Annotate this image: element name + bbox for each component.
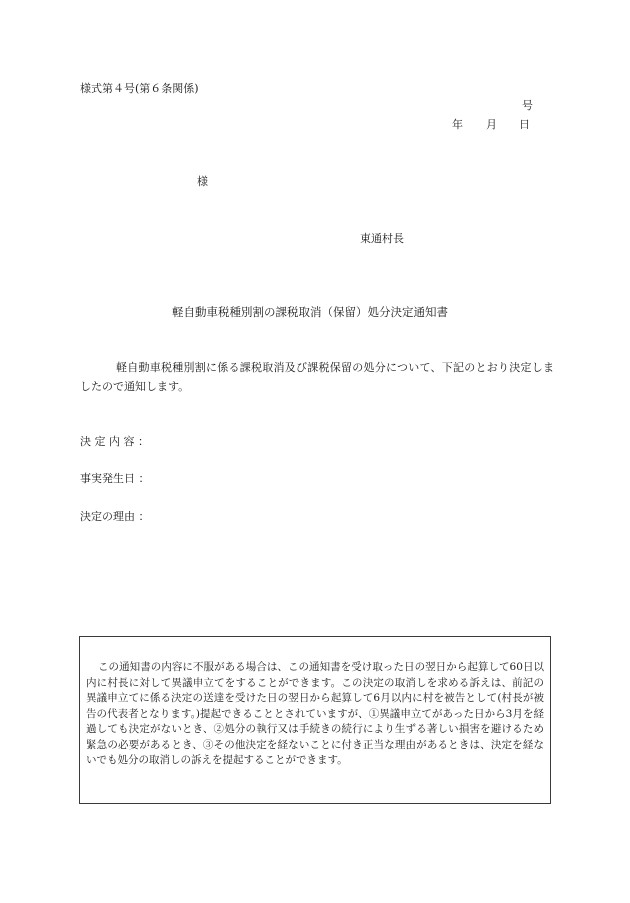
sender-name: 東通村長 — [360, 232, 404, 245]
date-day-label: 日 — [519, 118, 530, 131]
decision-reason-label: 決定の理由 ： — [80, 510, 150, 523]
appeal-notice-text: この通知書の内容に不服がある場合は、この通知書を受け取った日の翌日から起算して60日以内に村長に対して異議申立てをすることができます。この決定の取消しを求める訴えは、前記の異議申立てに係る決定の送達を受けた日の翌日から起算して6月以内に村を被告として(村長が被告の代表者となります。)提起できることとされていますが、①異議申立てがあった日から3月を経過しても決定がないとき、②処分の執行又は手続きの続行により生ずる著しい損害を避けるため緊急の必要があるとき、③その他決定を経ないことに付き正当な理由があるときは、決定を経ないでも処分の取消しの訴えを提起することができます。 — [86, 661, 544, 766]
appeal-notice-box — [79, 636, 551, 804]
date-year-label: 年 — [452, 118, 463, 131]
document-number-suffix: 号 — [522, 99, 533, 112]
form-number-label: 様式第４号(第６条関係) — [80, 82, 199, 95]
fact-date-label: 事実発生日 ： — [80, 472, 150, 485]
document-title: 軽自動車税種別割の課税取消（保留）処分決定通知書 — [172, 305, 448, 319]
addressee-honorific: 様 — [197, 175, 208, 188]
date-month-label: 月 — [486, 118, 497, 131]
decision-content-label: 決 定 内 容 ： — [80, 435, 149, 448]
body-paragraph: 軽自動車税種別割に係る課税取消及び課税保留の処分について、下記のとおり決定しましたので通知します。 — [80, 361, 554, 393]
